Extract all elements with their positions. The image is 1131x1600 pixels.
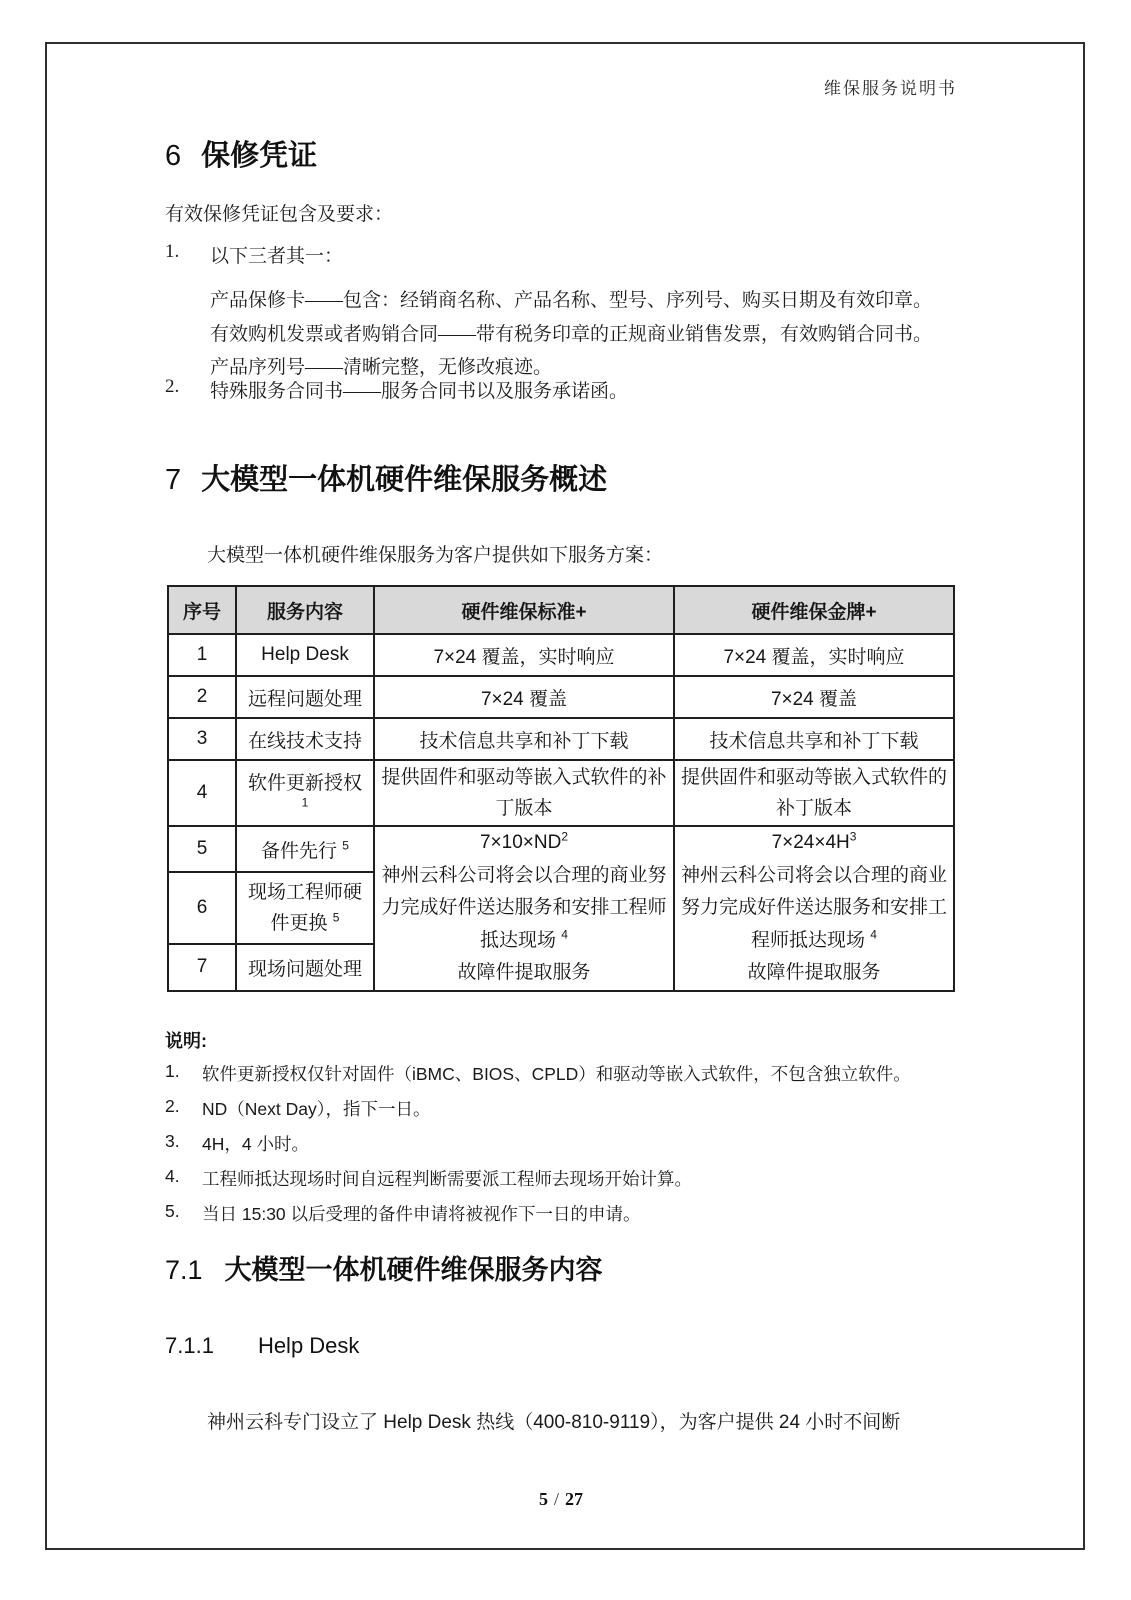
- note-item: [165, 1096, 957, 1121]
- sla-extra: 故障件提取服务: [747, 962, 881, 983]
- cell-standard: 提供固件和驱动等嵌入式软件的补丁版本: [374, 760, 674, 826]
- helpdesk-paragraph: 神州云科专门设立了 Help Desk 热线（400-810-9119），为客户提供 24 小时不间断: [207, 1412, 901, 1433]
- cell-gold: 提供固件和驱动等嵌入式软件的补丁版本: [674, 760, 954, 826]
- cell-no: 4: [168, 760, 236, 826]
- sla-description: [677, 860, 951, 958]
- cell-service: Help Desk: [236, 634, 374, 676]
- section-6-heading: [165, 136, 957, 176]
- cell-gold: 7×24 覆盖，实时响应: [674, 634, 954, 676]
- superscript-ref: 5: [332, 910, 340, 925]
- service-label: 软件更新授权: [247, 772, 362, 794]
- superscript-ref: 4: [561, 927, 568, 942]
- note-text: 4H，4 小时。: [202, 1134, 309, 1154]
- list-item-2-number: 2.: [165, 376, 180, 397]
- cell-standard: 7×24 覆盖: [374, 676, 674, 718]
- section-6-title: 保修凭证: [201, 140, 318, 172]
- table-row: [168, 634, 954, 676]
- cell-service: 远程问题处理: [236, 676, 374, 718]
- sla-description: [377, 860, 671, 958]
- table-row: [168, 760, 954, 826]
- header-cell-service: 服务内容: [236, 586, 374, 634]
- cell-no: 6: [168, 872, 236, 944]
- cell-service: [236, 826, 374, 872]
- cell-service: 在线技术支持: [236, 718, 374, 760]
- list-item-1-text: 以下三者其一：: [210, 246, 344, 267]
- superscript-ref: 2: [561, 829, 569, 844]
- sla-text: 7×24×4H: [771, 832, 850, 853]
- note-text: 当日 15:30 以后受理的备件申请将被视作下一日的申请。: [202, 1204, 641, 1224]
- cell-standard-merged: [374, 826, 674, 991]
- table-row: [168, 826, 954, 872]
- header-cell-gold: 硬件维保金牌+: [674, 586, 954, 634]
- superscript-ref: 5: [342, 838, 349, 853]
- cell-service: 现场问题处理: [236, 944, 374, 990]
- note-item: [165, 1061, 957, 1086]
- header-cell-standard: 硬件维保标准+: [374, 586, 674, 634]
- section-7-1-title: 大模型一体机硬件维保服务内容: [224, 1255, 603, 1285]
- cell-gold: 7×24 覆盖: [674, 676, 954, 718]
- service-label: 备件先行: [261, 840, 343, 862]
- section-7-1-1-number: 7.1.1: [165, 1333, 214, 1358]
- section-7-number: 7: [165, 464, 182, 496]
- note-item: [165, 1201, 957, 1226]
- superscript-ref: 3: [849, 829, 857, 844]
- warranty-detail-lines: [210, 284, 957, 385]
- running-header: 维保服务说明书: [824, 79, 957, 98]
- note-item: [165, 1166, 957, 1191]
- page-number-footer: [165, 1489, 957, 1510]
- note-item: [165, 1131, 957, 1156]
- table-row: [168, 676, 954, 718]
- sla-text: 神州云科公司将会以合理的商业努力完成好件送达服务和安排工程师抵达现场: [381, 864, 667, 951]
- table-header-row: [168, 586, 954, 634]
- cell-no: 7: [168, 944, 236, 990]
- notes-title: 说明:: [165, 1031, 207, 1051]
- sla-line: [677, 827, 951, 860]
- superscript-ref: 1: [301, 795, 309, 810]
- current-page: 5: [538, 1489, 548, 1509]
- note-number: 3.: [165, 1131, 180, 1151]
- note-text: 工程师抵达现场时间自远程判断需要派工程师去现场开始计算。: [202, 1169, 692, 1189]
- cell-no: 5: [168, 826, 236, 872]
- cell-no: 3: [168, 718, 236, 760]
- service-plans-table: [167, 585, 955, 992]
- section-7-heading: [165, 460, 957, 500]
- detail-line: 产品序列号——清晰完整，无修改痕迹。: [210, 357, 553, 378]
- sla-text: 7×10×ND: [479, 832, 562, 853]
- note-number: 1.: [165, 1061, 180, 1081]
- section-7-intro: 大模型一体机硬件维保服务为客户提供如下服务方案：: [207, 545, 664, 566]
- service-label: 现场工程师硬件更换: [247, 882, 362, 935]
- detail-line: 产品保修卡——包含：经销商名称、产品名称、型号、序列号、购买日期及有效印章。: [210, 290, 933, 311]
- cell-no: 2: [168, 676, 236, 718]
- sla-text: 神州云科公司将会以合理的商业努力完成好件送达服务和安排工程师抵达现场: [680, 864, 947, 951]
- list-item-2-text: 特殊服务合同书——服务合同书以及服务承诺函。: [210, 381, 629, 402]
- section-7-1-number: 7.1: [165, 1255, 203, 1285]
- cell-service: [236, 872, 374, 944]
- cell-service: [236, 760, 374, 826]
- cell-gold-merged: [674, 826, 954, 991]
- page-separator: /: [553, 1489, 559, 1509]
- superscript-ref: 4: [870, 927, 877, 942]
- section-7-1-1-title: Help Desk: [257, 1333, 360, 1358]
- note-text: 软件更新授权仅针对固件（iBMC、BIOS、CPLD）和驱动等嵌入式软件，不包含独立软件。: [202, 1064, 911, 1084]
- note-number: 2.: [165, 1096, 180, 1116]
- service-superscript-line: [239, 795, 371, 819]
- page-content: [165, 0, 957, 1600]
- note-number: 4.: [165, 1166, 180, 1186]
- cell-no: 1: [168, 634, 236, 676]
- total-pages: 27: [565, 1489, 583, 1509]
- cell-standard: 7×24 覆盖，实时响应: [374, 634, 674, 676]
- list-item-1: [165, 241, 957, 268]
- detail-line: 有效购机发票或者购销合同——带有税务印章的正规商业销售发票，有效购销合同书。: [210, 323, 933, 345]
- sla-line: [377, 827, 671, 860]
- section-7-title: 大模型一体机硬件维保服务概述: [201, 464, 608, 496]
- section-7-1-heading: [165, 1248, 957, 1287]
- note-number: 5.: [165, 1201, 180, 1221]
- section-6-intro: 有效保修凭证包含及要求：: [165, 204, 394, 225]
- note-text: ND（Next Day），指下一日。: [202, 1099, 431, 1119]
- sla-extra: 故障件提取服务: [457, 962, 591, 983]
- cell-gold: 技术信息共享和补丁下载: [674, 718, 954, 760]
- header-cell-no: 序号: [168, 586, 236, 634]
- cell-standard: 技术信息共享和补丁下载: [374, 718, 674, 760]
- table-row: [168, 718, 954, 760]
- list-item-2: [165, 376, 957, 403]
- list-item-1-number: 1.: [165, 241, 180, 262]
- section-6-number: 6: [165, 140, 182, 172]
- section-7-1-1-heading: [165, 1333, 957, 1359]
